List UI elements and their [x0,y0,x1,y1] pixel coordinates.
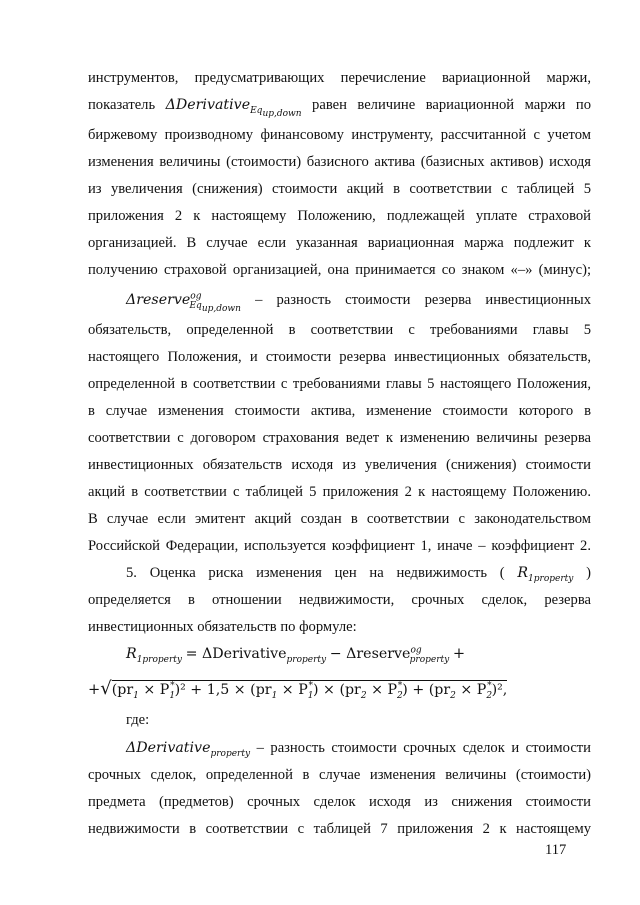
text-line: организацией. В случае если указанная вариационная маржа подлежит к [88,235,591,251]
math-delta-reserve-eq: Δreserve$^{og}_{Eq_{up,down}}$ [126,291,241,314]
text-line: соответствии с договором страхования ведет к изменению величины резерва [88,430,591,446]
formula-line-2: $+√(pr_1 \times P_1^*)^2 + 1,5 \times (pr_1 \times P_1^*) \times (pr_2 \times P_2^*) + (pr_2 \times P_2^*)^2$, [88,678,508,701]
text-line: В случае если эмитент акций создан в соответствии с законодательством [88,511,591,527]
text-line: определенной в соответствии с требованиями главы 5 настоящего Положения, [88,376,591,392]
math-r1-property: $R_{1property}$ [517,565,574,584]
text-line: инвестиционных обязательств исходя из увеличения (снижения) стоимости [88,457,591,473]
text-line: получению страховой организацией, она принимается со знаком «–» (минус); [88,262,591,278]
text-line: настоящего Положения, и стоимости резерва инвестиционных обязательств, [88,349,591,365]
formula-line-1: $R_{1property}$ = ΔDerivative$_{property}$ − Δreserve$^{og}_{property}$ + [126,645,466,665]
text-line: инвестиционных обязательств по формуле: [88,619,357,635]
page-number: 117 [545,842,567,858]
text-line: из увеличения (снижения) стоимости акций в соответствии с таблицей 5 [88,181,591,197]
text-line: предмета (предметов) срочных сделок исходя из снижения стоимости [88,794,591,810]
text-line: где: [126,712,150,728]
text-line: в случае изменения стоимости актива, изменение стоимости которого в [88,403,591,419]
text-line: акций в соответствии с таблицей 5 приложения 2 к настоящему Положению. [88,484,591,500]
text-line: инструментов, предусматривающих перечисление вариационной маржи, [88,70,591,86]
text-line: Δreserve$^{og}_{Eq_{up,down}}$ – разность стоимости резерва инвестиционных [126,291,591,314]
text-line: недвижимости в соответствии с таблицей 7 приложения 2 к настоящему [88,821,591,837]
text-line: определяется в отношении недвижимости, срочных сделок, резерва [88,592,591,608]
text-line: обязательств, определенной в соответствии с требованиями главы 5 [88,322,591,338]
text-line: Российской Федерации, используется коэффициент 1, иначе – коэффициент 2. [88,538,591,554]
text-line: изменения величины (стоимости) базисного актива (базисных активов) исходя [88,154,591,170]
math-delta-derivative-eq: ΔDerivative$_{Eq_{up,down}}$ [165,97,302,119]
math-delta-derivative-property: ΔDerivative$_{property}$ [126,740,251,759]
text-line: срочных сделок, определенной в случае изменения величины (стоимости) [88,767,591,783]
text-line: биржевому производному финансовому инструменту, рассчитанной с учетом [88,127,591,143]
text-line: показатель ΔDerivative$_{Eq_{up,down}}$ равен величине вариационной маржи по [88,97,591,119]
text-line: приложения 2 к настоящему Положению, подлежащей уплате страховой [88,208,591,224]
text-line: 5. Оценка риска изменения цен на недвижимость ( $R_{1property}$ ) [126,565,591,584]
text-line: ΔDerivative$_{property}$ – разность стоимости срочных сделок и стоимости [126,740,591,759]
